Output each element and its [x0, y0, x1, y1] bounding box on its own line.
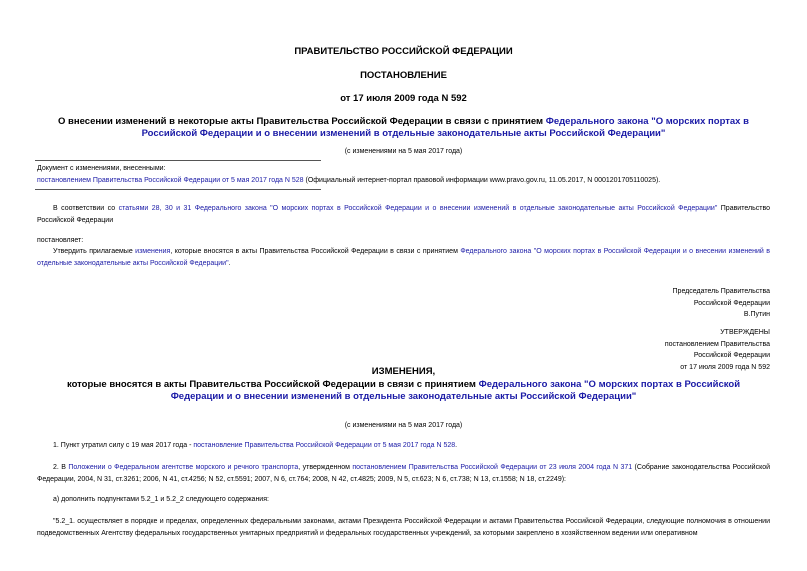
item-2-suffix: (Собрание законодательства Российской Федерации, 2004, N 31, ст.3261; 2006, N 41, ст.4256; N 52, ст.5591; 2007, N 6, ст.764; 2008, N 42, ст.4825; 2009, N 5, ст.623; N 6, ст.738; N 13, ст.1558; N 18, ст.2249):	[37, 464, 771, 483]
document-title-text: О внесении изменений в некоторые акты Правительства Российской Федерации в связи с принятием	[58, 116, 546, 127]
changes-subtitle-text: которые вносятся в акты Правительства Российской Федерации в связи с принятием	[66, 379, 479, 390]
changes-note-2: (с изменениями на 5 мая 2017 года)	[344, 422, 463, 429]
item-1-text: 1. Пункт утратил силу с 19 мая 2017 года -	[53, 442, 194, 449]
signature-name: В.Путин	[743, 311, 770, 318]
changes-subtitle	[0, 379, 807, 403]
item-2	[37, 462, 770, 485]
approved-country: Российской Федерации	[693, 352, 770, 359]
preamble-prefix: В соответствии со	[53, 205, 119, 212]
changes-note: (с изменениями на 5 мая 2017 года)	[344, 148, 463, 155]
signature-position: Председатель Правительства	[672, 288, 770, 295]
amendment-note-source	[37, 175, 770, 187]
item-2-prefix: 2. В	[53, 464, 69, 471]
federal-law-link-3[interactable]: Федерального закона "О морских портах в Российской Федерации и о внесении изменений в отдельные законодательные акты Российской Федерации"	[170, 379, 741, 402]
item-1	[37, 440, 770, 452]
divider-top	[35, 160, 321, 161]
decides-text: постановляет:	[37, 237, 84, 244]
approve-prefix: Утвердить прилагаемые	[53, 248, 136, 255]
law-articles-link[interactable]: статьями 28, 30 и 31 Федерального закона "О морских портах в Российской Федерации и о внесении изменений в отдельные законодательные акты Российской Федерации"	[118, 205, 718, 212]
approve-middle: , которые вносятся в акты Правительства Российской Федерации в связи с принятием	[170, 248, 461, 255]
amendment-decree-link[interactable]: постановлением Правительства Российской Федерации от 5 мая 2017 года N 528	[37, 176, 304, 184]
approved-title: УТВЕРЖДЕНЫ	[720, 329, 770, 336]
signature-block	[570, 286, 770, 321]
document-title	[0, 116, 807, 140]
agency-regulation-link[interactable]: Положении о Федеральном агентстве морского и речного транспорта	[68, 464, 299, 471]
document-date-number: от 17 июля 2009 года N 592	[340, 93, 467, 104]
repeal-decree-link[interactable]: постановление Правительства Российской Федерации от 5 мая 2017 года N 528	[193, 442, 456, 449]
federal-law-link[interactable]: Федерального закона "О морских портах в Российской Федерации и о внесении изменений в отдельные законодательные акты Российской Федерации"	[141, 116, 749, 139]
item-2a-text: "5.2_1. осуществляет в порядке и пределах, определенных федеральными законами, актами Президента Российской Федерации и актами Правительства Российской Федерации, следующие полномочия в отношении подведомственных Агентству федеральных государственных унитарных предприятий и федеральных государственных учреждений, за которыми закреплено в хозяйственном ведении или оперативном	[37, 518, 770, 537]
amendment-note	[37, 163, 770, 186]
approved-by: постановлением Правительства	[664, 340, 770, 348]
item-2a: а) дополнить подпунктами 5.2_1 и 5.2_2 следующего содержания:	[53, 496, 269, 503]
document-type: ПОСТАНОВЛЕНИЕ	[360, 70, 447, 81]
divider-bottom	[35, 189, 321, 190]
signature-country: Российской Федерации	[693, 299, 770, 307]
item-1-suffix: .	[455, 442, 458, 449]
government-title: ПРАВИТЕЛЬСТВО РОССИЙСКОЙ ФЕДЕРАЦИИ	[294, 46, 513, 57]
approve-suffix: .	[228, 259, 231, 267]
preamble-suffix: Правительство Российской Федерации	[37, 205, 770, 224]
changes-title: ИЗМЕНЕНИЯ,	[371, 366, 436, 377]
changes-link[interactable]: изменения	[135, 248, 171, 255]
approved-date: от 17 июля 2009 года N 592	[680, 363, 770, 371]
preamble-paragraph	[37, 203, 770, 226]
approve-paragraph	[37, 246, 770, 269]
item-2-middle: , утвержденном	[298, 464, 353, 471]
decree-371-link[interactable]: постановлением Правительства Российской Федерации от 23 июля 2004 года N 371	[352, 464, 633, 471]
amendment-note-label: Документ с изменениями, внесенными:	[37, 165, 166, 172]
federal-law-link-2[interactable]: Федерального закона "О морских портах в Российской Федерации и о внесении изменений в отдельные законодательные акты Российской Федерации"	[37, 248, 770, 267]
amendment-note-suffix: (Официальный интернет-портал правовой информации www.pravo.gov.ru, 11.05.2017, N 0001201705110025).	[303, 176, 661, 184]
